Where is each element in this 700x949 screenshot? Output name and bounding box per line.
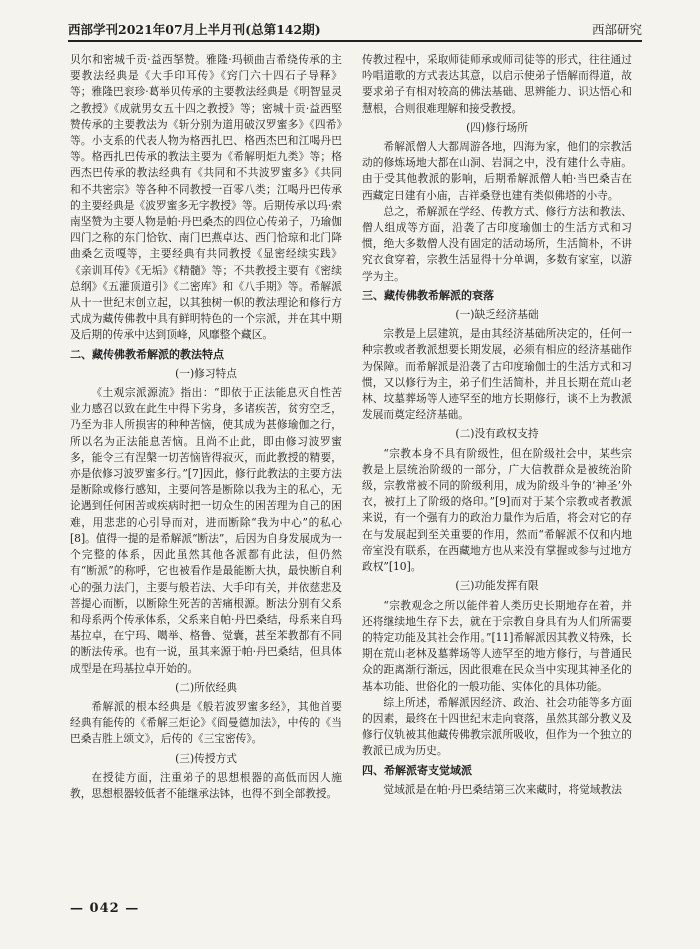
section-heading: (三)功能发挥有限 bbox=[455, 579, 539, 593]
paragraph: 希解派僧人大都周游各地，四海为家，他们的宗教活动的修炼场地大都在山洞、岩洞之中，没有建什么寺庙。由于受其他教派的影响，后期希解派僧人帕·当巴桑吉在西藏定日建有小庙，吉祥桑登也建有类似佛塔的小寺。 bbox=[362, 140, 632, 202]
paragraph: “宗教本身不具有阶级性，但在阶级社会中，某些宗教是上层统治阶级的一部分，广大信教群众是被统治阶级，宗教常被不同的阶级利用，成为阶级斗争的‘神圣’外衣，被打上了阶级的烙印。”[9]而对于某个宗教或者教派来说，有一个强有力的政治力量作为后盾，将会对它的存在与发展起到至关重要的作用，然而“希解派不仅和内地帝室没有联系，在西藏地方也从来没有掌握或参与过地方政权”[10]。 bbox=[362, 446, 632, 574]
section-heading: (一)缺乏经济基础 bbox=[455, 308, 539, 322]
section-title: 西部研究 bbox=[591, 22, 642, 37]
paragraph: 传教过程中，采取师徒师承或师司徒等的形式，往往通过吟唱道歌的方式表达其意，以启示使弟子悟解而得道，故要求弟子有相对较高的佛法基础、思辨能力、识达悟心和慧根，合则很难理解和接受教授。 bbox=[362, 53, 632, 115]
section-heading: 三、藏传佛教希解派的衰落 bbox=[362, 288, 494, 302]
paragraph: 宗教是上层建筑，是由其经济基础所决定的，任何一种宗教或者教派想要长期发展，必须有相应的经济基础作为保障。而希解派是沿袭了古印度瑜伽士的生活方式和习惯，又以修行为主，弟子们生活简朴，并且长期在荒山老林、坟墓葬场等人迹罕至的地方长期修行，谈不上为教派发展而奠定经济基础。 bbox=[362, 327, 632, 422]
section-heading: (三)传授方式 bbox=[175, 751, 237, 765]
paragraph: 在授徒方面，注重弟子的思想根器的高低而因人施教，思想根器较低者不能继承法钵，也得不到全部教授。 bbox=[70, 770, 342, 800]
section-heading: (二)没有政权支持 bbox=[455, 427, 539, 441]
paragraph: “宗教观念之所以能伴着人类历史长期地存在着，并还将继续地生存下去，就在于宗教自身具有为人们所需要的特定功能及其社会作用。”[11]希解派因其教义特殊，长期在荒山老林及墓葬场等人迹罕至的地方修行，与普通民众的距离渐行渐远，因此很难在民众当中实现其神圣化的基本功能、世俗化的一般功能、实体化的具体功能。 bbox=[362, 598, 632, 693]
page-number: — 042 — bbox=[70, 901, 140, 916]
journal-title: 西部学刊2021年07月上半月刊(总第142期) bbox=[68, 22, 321, 37]
section-heading: 二、藏传佛教希解派的教法特点 bbox=[70, 347, 224, 361]
paragraph: 贝尔和密城千贡·益西拏赞。雅隆·玛顿曲吉希绕传承的主要教法经典是《大手印耳传》《窍门六十四石子导释》等；雅隆巴衮珍·葛举贝传承的主要教法经典是《明智显灵之教授》《成就男女五十四之教授》等；密城十贡·益西堅赞传承的主要教法为《斩分别为道用破汉罗蜜多》《四希》等。小支系的代表人物为格西扎巴、格西杰巴和江喝丹巴等。格西扎巴传承的教法主要为《希解明炬九类》等；格西杰巴传承的教法经典有《共同和不共波罗蜜多》《共同和不共密宗》等各种不同教授一百零八类；江喝丹巴传承的主要经典是《波罗蜜多无字教授》等。后期传承以玛·索南坚赞为主要人物是帕·丹巴桑杰的四位心传弟子，乃瑜伽四门之称的东门恰钦、南门巴燕卓达、西门恰琼和北门降曲桑乞贡嘎等，主要经典有共同教授《显密经续实践》《亲训耳传》《无垢》《精髓》等；不共教授主要有《密续总纲》《五灌顶道引》《二密库》和《八手期》等。希解派从十一世纪末创立起，以其独树一帜的教法理论和修行方式成为藏传佛教中具有鲜明特色的一个宗派，并在其中期及后期的传承中达到顶峰，风靡整个藏区。 bbox=[70, 53, 342, 342]
running-header bbox=[68, 18, 642, 42]
section-heading: (一)修习特点 bbox=[175, 366, 237, 380]
paragraph: 《土观宗派源流》指出：“即依于正法能息灭自性苦业力感召以致在此生中得下劣身，多诸疾苦，贫穷空乏，乃至为非人所损害的种种苦恼，使其成为甚修瑜伽之行，所以名为正法能息苦恼。且尚不止此，即由修习波罗蜜多，能令三有涅槃一切苦恼皆得寂灭，而此教授的精要，亦是依修习波罗蜜多行。”[7]因此，修行此教法的主要方法是断除或修行感知，主要问答是断除以我为主的私心，无论遇到任何困苦或疾病时把一切众生的困苦理为自己的困难，用悲悲的心引导而对，进而断除“我为中心”的私心[8]。值得一提的是希解派“断法”，后因为自身发展成为一个完整的体系，因此虽然其他各派都有此法，但仍然有“断派”的称呼，它也被看作是最能断大执，最快断自利心的强力法门，主要与般若法、大手印有关，并依慈悲及菩提心而断，以断除生死苦的苦痛根源。断法分别有父系和母系两个传承体系，父系来自帕·丹巴桑结，母系来自玛基拉卓，在宁玛、噶举、格鲁、觉囊，甚至苯教都有不同的断法传承。也有一说，虽其来源于帕·丹巴桑结，但具体成型是在玛基拉卓开始的。 bbox=[70, 386, 342, 675]
paragraph: 希解派的根本经典是《般若波罗蜜多经》，其他首要经典有能传的《希解三炬论》《阎曼德加法》，中传的《当巴桑吉胜上颂文》，后传的《三宝密传》。 bbox=[70, 699, 342, 746]
section-heading: (四)修行场所 bbox=[466, 120, 528, 134]
right-column bbox=[362, 52, 632, 882]
paragraph: 总之，希解派在学经、传教方式、修行方法和教法、僧人组成等方面，沿袭了古印度瑜伽士的生活方式和习惯，绝大多数僧人没有固定的活动场所，生活简朴，不讲究衣食穿着，宗教生活显得十分单调，多数有家室，以游学为主。 bbox=[362, 204, 632, 283]
left-column bbox=[70, 52, 342, 882]
paragraph: 觉域派是在帕·丹巴桑结第三次来藏时，将觉域教法 bbox=[383, 782, 622, 796]
section-heading: (二)所依经典 bbox=[175, 680, 237, 694]
section-heading: 四、希解派寄支觉域派 bbox=[362, 763, 472, 777]
paragraph: 综上所述，希解派因经济、政治、社会功能等多方面的因素，最终在十四世纪末走向衰落，虽然其部分教义及修行仪轨被其他藏传佛教宗派所吸收，但作为一个独立的教派已成为历史。 bbox=[362, 695, 632, 758]
